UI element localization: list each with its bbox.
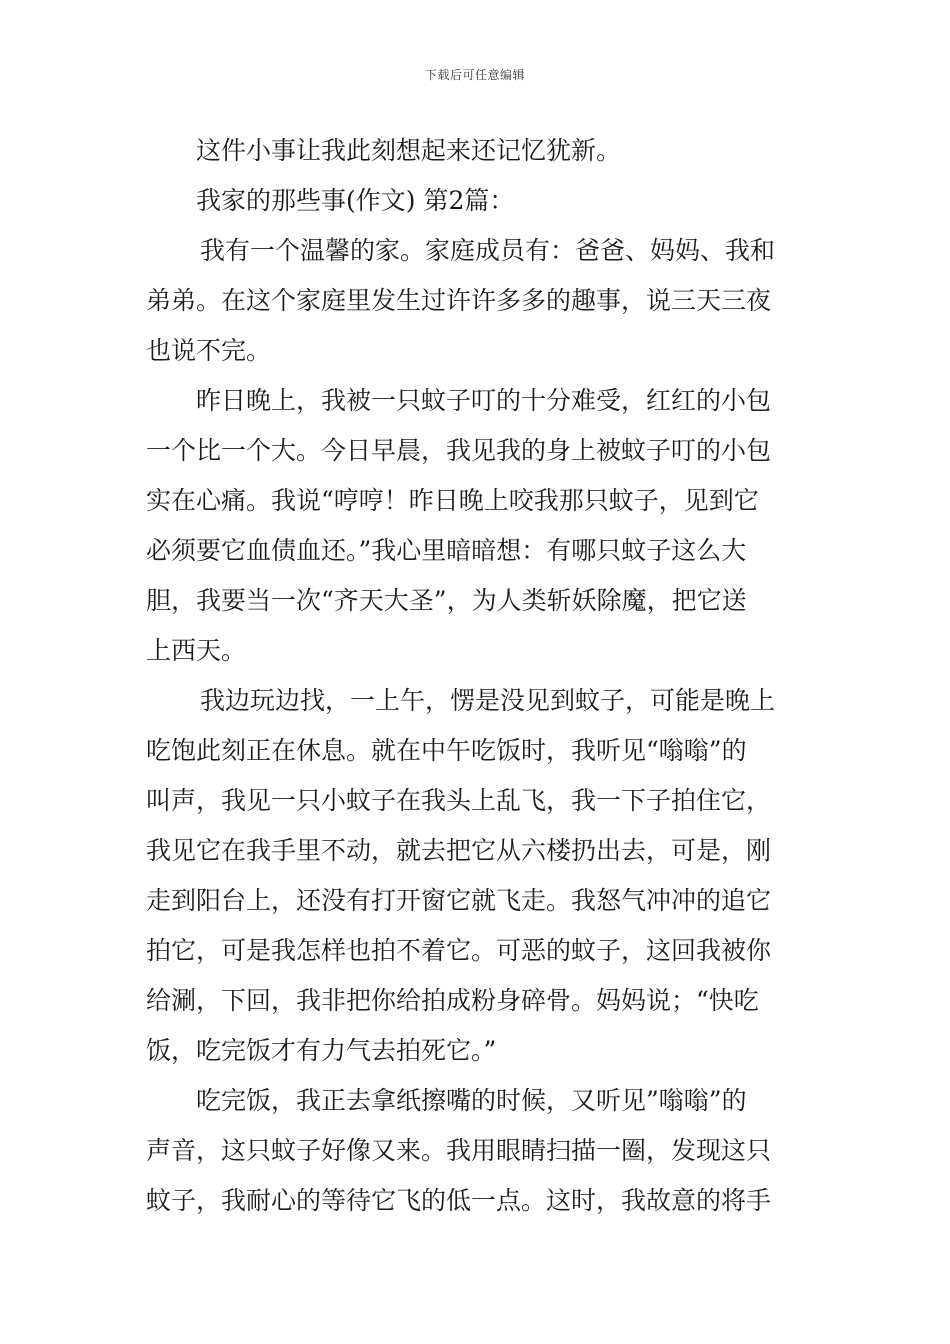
text-line: 叫声，我见一只小蚊子在我头上乱飞，我一下子拍住它， (146, 786, 772, 815)
page-header-note: 下载后可任意编辑 (424, 68, 525, 82)
text-line: 拍它，可是我怎样也拍不着它。可恶的蚊子，这回我被你 (146, 936, 772, 965)
text-line: 必须要它血债血还。”我心里暗暗想：有哪只蚊子这么大 (146, 536, 747, 565)
text-line: 胆，我要当一次“齐天大圣”，为人类斩妖除魔，把它送 (146, 586, 747, 615)
text-line: 上西天。 (146, 636, 247, 665)
text-line: 蚊子，我耐心的等待它飞的低一点。这时，我故意的将手 (146, 1186, 772, 1215)
text-line: 走到阳台上，还没有打开窗它就飞走。我怒气冲冲的追它 (146, 886, 772, 915)
paragraph-start: 吃完饭，我正去拿纸擦嘴的时候，又听见”嗡嗡”的 (196, 1086, 747, 1115)
text-line: 一个比一个大。今日早晨，我见我的身上被蚊子叮的小包 (146, 436, 772, 465)
text-line: 给涮，下回，我非把你给拍成粉身碎骨。妈妈说；“快吃 (146, 986, 759, 1015)
text-line: 声音，这只蚊子好像又来。我用眼睛扫描一圈，发现这只 (146, 1136, 772, 1165)
text-line: 实在心痛。我说“哼哼！昨日晚上咬我那只蚊子，见到它 (146, 486, 759, 515)
paragraph-start: 我有一个温馨的家。家庭成员有：爸爸、妈妈、我和 (200, 236, 776, 265)
text-line: 我见它在我手里不动，就去把它从六楼扔出去，可是，刚 (146, 836, 772, 865)
text-line: 饭，吃完饭才有力气去拍死它。” (146, 1036, 497, 1065)
paragraph-start: 我边玩边找，一上午，愣是没见到蚊子，可能是晚上 (200, 686, 776, 715)
text-line: 吃饱此刻正在休息。就在中午吃饭时，我听见“嗡嗡”的 (146, 736, 747, 765)
document-body (146, 126, 810, 1226)
text-line: 这件小事让我此刻想起来还记忆犹新。 (196, 136, 622, 165)
text-line: 也说不完。 (146, 336, 272, 365)
text-line: 弟弟。在这个家庭里发生过许许多多的趣事，说三天三夜 (146, 286, 772, 315)
paragraph-start: 昨日晚上，我被一只蚊子叮的十分难受，红红的小包 (196, 386, 772, 415)
section-heading: 我家的那些事(作文) 第2篇： (196, 186, 515, 215)
